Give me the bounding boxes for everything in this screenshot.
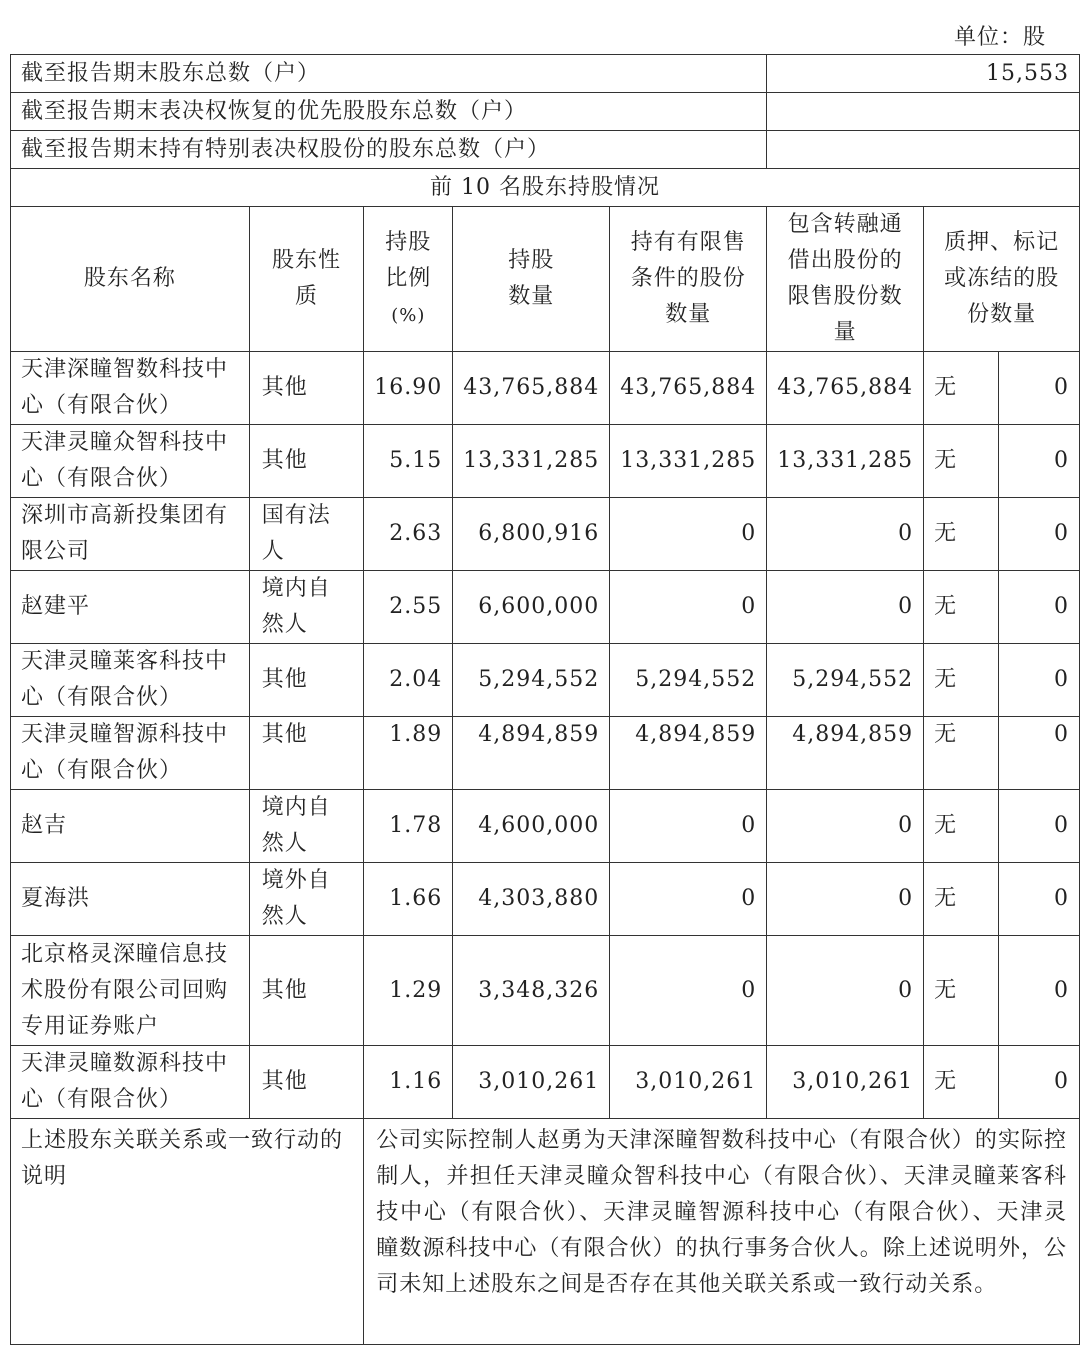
relation-label: 上述股东关联关系或一致行动的说明 (11, 1119, 364, 1345)
table-row (11, 571, 1080, 644)
summary-label: 截至报告期末股东总数（户） (11, 55, 767, 93)
lent-restricted-shares: 0 (767, 936, 924, 1046)
restricted-shares: 0 (610, 571, 767, 644)
shareholding-quantity: 4,303,880 (453, 863, 610, 936)
shareholding-ratio: 1.89 (364, 717, 453, 754)
lent-restricted-shares: 13,331,285 (767, 425, 924, 498)
restricted-shares: 0 (610, 936, 767, 1046)
shareholding-quantity: 13,331,285 (453, 425, 610, 498)
shareholding-quantity: 6,800,916 (453, 498, 610, 571)
restricted-shares: 0 (610, 790, 767, 863)
shareholder-name: 赵建平 (11, 571, 250, 644)
shareholding-ratio: 2.04 (364, 644, 453, 717)
shareholding-quantity: 4,894,859 (453, 717, 610, 754)
shareholder-nature: 其他 (249, 644, 364, 717)
pledge-status: 无 (924, 498, 999, 571)
header-lent: 包含转融通借出股份的限售股份数量 (767, 207, 924, 352)
shareholding-ratio: 16.90 (364, 352, 453, 425)
summary-row (11, 131, 1080, 169)
shareholding-ratio: 1.29 (364, 936, 453, 1046)
shareholder-name: 天津深瞳智数科技中心（有限合伙） (11, 352, 250, 425)
section-title-row (11, 169, 1080, 207)
lent-restricted-shares: 43,765,884 (767, 352, 924, 425)
table-row (11, 498, 1080, 571)
pledge-quantity: 0 (998, 1046, 1079, 1119)
shareholder-name: 夏海洪 (11, 863, 250, 936)
lent-restricted-shares: 0 (767, 863, 924, 936)
pledge-quantity: 0 (998, 352, 1079, 425)
unit-label: 单位：股 (953, 25, 1046, 50)
shareholding-quantity: 5,294,552 (453, 644, 610, 717)
table-row-continuation (11, 753, 1080, 790)
restricted-shares: 3,010,261 (610, 1046, 767, 1119)
summary-value (767, 131, 1080, 169)
shareholder-nature: 其他 (249, 352, 364, 425)
header-pledge: 质押、标记或冻结的股份数量 (924, 207, 1080, 352)
shareholding-ratio: 1.78 (364, 790, 453, 863)
restricted-shares: 0 (610, 498, 767, 571)
shareholding-ratio: 2.63 (364, 498, 453, 571)
shareholding-ratio: 1.66 (364, 863, 453, 936)
shareholder-name: 深圳市高新投集团有限公司 (11, 498, 250, 571)
pledge-status: 无 (924, 425, 999, 498)
table-row (11, 425, 1080, 498)
shareholding-ratio: 1.16 (364, 1046, 453, 1119)
pledge-status: 无 (924, 717, 999, 754)
shareholder-nature: 其他 (249, 717, 364, 754)
shareholding-quantity: 6,600,000 (453, 571, 610, 644)
pledge-quantity: 0 (998, 717, 1079, 754)
restricted-shares: 13,331,285 (610, 425, 767, 498)
shareholder-nature: 其他 (249, 936, 364, 1046)
shareholder-name: 天津灵瞳智源科技中 (11, 717, 250, 754)
shareholder-nature: 境内自然人 (249, 790, 364, 863)
shareholding-ratio: 2.55 (364, 571, 453, 644)
pledge-quantity: 0 (998, 498, 1079, 571)
empty-cell (249, 753, 364, 790)
shareholder-name: 北京格灵深瞳信息技术股份有限公司回购专用证券账户 (11, 936, 250, 1046)
restricted-shares: 5,294,552 (610, 644, 767, 717)
table-row (11, 717, 1080, 754)
lent-restricted-shares: 3,010,261 (767, 1046, 924, 1119)
lent-restricted-shares: 5,294,552 (767, 644, 924, 717)
pledge-quantity: 0 (998, 425, 1079, 498)
header-nature: 股东性质 (249, 207, 364, 352)
header-name: 股东名称 (11, 207, 250, 352)
header-restricted: 持有有限售条件的股份数量 (610, 207, 767, 352)
table-row (11, 644, 1080, 717)
pledge-quantity: 0 (998, 936, 1079, 1046)
shareholder-name: 赵吉 (11, 790, 250, 863)
summary-row (11, 93, 1080, 131)
shareholding-ratio: 5.15 (364, 425, 453, 498)
table-row (11, 863, 1080, 936)
shareholder-nature: 境内自然人 (249, 571, 364, 644)
lent-restricted-shares: 0 (767, 571, 924, 644)
empty-cell (453, 753, 610, 790)
pledge-status: 无 (924, 352, 999, 425)
empty-cell (924, 753, 999, 790)
restricted-shares: 4,894,859 (610, 717, 767, 754)
summary-value: 15,553 (767, 55, 1080, 93)
shareholding-quantity: 43,765,884 (453, 352, 610, 425)
pledge-status: 无 (924, 790, 999, 863)
pledge-quantity: 0 (998, 863, 1079, 936)
shareholder-nature: 其他 (249, 425, 364, 498)
table-row (11, 936, 1080, 1046)
pledge-status: 无 (924, 863, 999, 936)
header-ratio-unit: (%) (391, 304, 426, 326)
shareholder-table (10, 54, 1080, 1345)
shareholder-nature: 国有法人 (249, 498, 364, 571)
table-row (11, 352, 1080, 425)
shareholder-name-continued: 心（有限合伙） (11, 753, 250, 790)
shareholder-name: 天津灵瞳莱客科技中心（有限合伙） (11, 644, 250, 717)
shareholder-name: 天津灵瞳众智科技中心（有限合伙） (11, 425, 250, 498)
empty-cell (364, 753, 453, 790)
pledge-quantity: 0 (998, 571, 1079, 644)
shareholder-nature: 其他 (249, 1046, 364, 1119)
shareholding-quantity: 3,348,326 (453, 936, 610, 1046)
header-ratio (364, 207, 453, 352)
lent-restricted-shares: 0 (767, 498, 924, 571)
shareholder-name: 天津灵瞳数源科技中心（有限合伙） (11, 1046, 250, 1119)
relation-text: 公司实际控制人赵勇为天津深瞳智数科技中心（有限合伙）的实际控制人，并担任天津灵瞳众智科技中心（有限合伙）、天津灵瞳莱客科技中心（有限合伙）、天津灵瞳智源科技中心（有限合伙）、天津灵瞳数源科技中心（有限合伙）的执行事务合伙人。除上述说明外，公司未知上述股东之间是否存在其他关联关系或一致行动关系。 (364, 1119, 1080, 1345)
summary-label: 截至报告期末表决权恢复的优先股股东总数（户） (11, 93, 767, 131)
summary-value (767, 93, 1080, 131)
pledge-status: 无 (924, 936, 999, 1046)
lent-restricted-shares: 4,894,859 (767, 717, 924, 754)
shareholder-nature: 境外自然人 (249, 863, 364, 936)
restricted-shares: 43,765,884 (610, 352, 767, 425)
shareholding-quantity: 3,010,261 (453, 1046, 610, 1119)
lent-restricted-shares: 0 (767, 790, 924, 863)
empty-cell (610, 753, 767, 790)
restricted-shares: 0 (610, 863, 767, 936)
empty-cell (998, 753, 1079, 790)
section-title: 前 10 名股东持股情况 (11, 169, 1080, 207)
header-ratio-label: 持股比例 (385, 229, 432, 291)
shareholding-quantity: 4,600,000 (453, 790, 610, 863)
summary-row (11, 55, 1080, 93)
pledge-status: 无 (924, 571, 999, 644)
header-row (11, 207, 1080, 352)
summary-label: 截至报告期末持有特别表决权股份的股东总数（户） (11, 131, 767, 169)
pledge-quantity: 0 (998, 644, 1079, 717)
empty-cell (767, 753, 924, 790)
header-shares: 持股数量 (453, 207, 610, 352)
table-row (11, 1046, 1080, 1119)
pledge-quantity: 0 (998, 790, 1079, 863)
relation-row (11, 1119, 1080, 1345)
table-row (11, 790, 1080, 863)
pledge-status: 无 (924, 644, 999, 717)
pledge-status: 无 (924, 1046, 999, 1119)
